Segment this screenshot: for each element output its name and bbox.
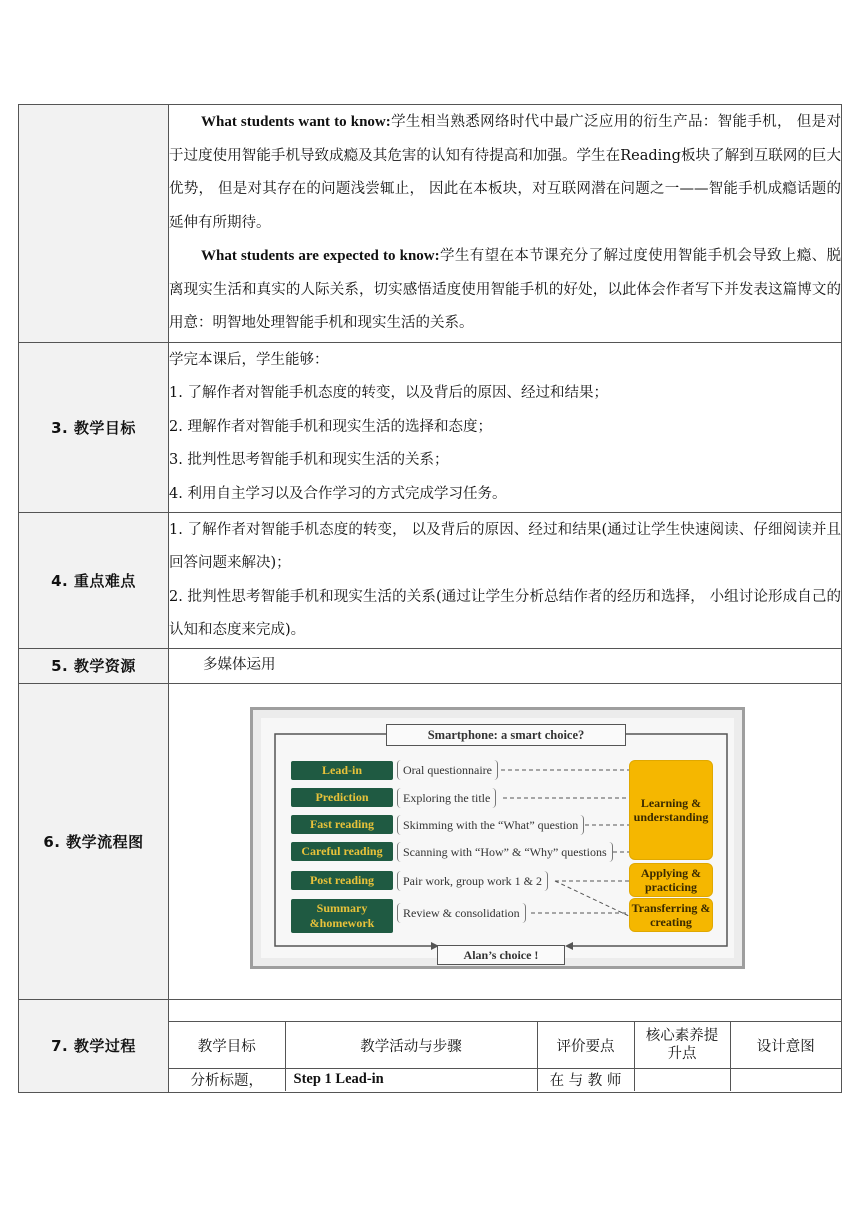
students-needs-label-cell — [19, 105, 169, 343]
stage-careful-reading: Careful reading — [291, 842, 393, 861]
process-spacer-row — [169, 1000, 841, 1022]
objective-item: 1. 了解作者对智能手机态度的转变，以及背后的原因、经过和结果； — [169, 385, 608, 401]
activity-exploring-title: Exploring the title — [397, 788, 496, 808]
activity-oral-questionnaire: Oral questionnaire — [397, 760, 498, 780]
want-to-know-text: 学生相当熟悉网络时代中最广泛应用的衍生产品：智能手机， 但是对于过度使用智能手机导致成瘾及其危害的认知有待提高和加强。学生在Reading板块了解到互联网的巨大优势， 但是对其存在的问题浅尝辄止， 因此在本板块，对互联网潜在问题之一——智能手机成瘾话题的延伸有所期待。 — [169, 114, 841, 231]
process-header-row — [169, 1022, 841, 1069]
goal-applying-practicing: Applying & practicing — [629, 863, 713, 897]
process-first-row — [169, 1069, 841, 1091]
cell-evaluation: 在 与 教 师 — [537, 1069, 634, 1091]
cell-competency — [634, 1069, 730, 1091]
activity-review: Review & consolidation — [397, 903, 526, 923]
stage-fast-reading: Fast reading — [291, 815, 393, 834]
cell-goal: 分析标题， — [169, 1069, 285, 1091]
header-intent: 设计意图 — [730, 1022, 841, 1069]
stage-summary-homework: Summary &homework — [291, 899, 393, 933]
process-cell — [169, 999, 842, 1092]
stage-post-reading: Post reading — [291, 871, 393, 890]
activity-skimming: Skimming with the “What” question — [397, 815, 584, 835]
activity-scanning: Scanning with “How” & “Why” questions — [397, 842, 613, 862]
goal-learning-understanding: Learning & understanding — [629, 760, 713, 860]
expected-to-know-heading: What students are expected to know: — [201, 248, 440, 265]
objectives-row — [19, 343, 842, 513]
process-row — [19, 999, 842, 1092]
flowchart-canvas — [261, 718, 734, 962]
flowchart-image — [250, 707, 745, 969]
process-table — [169, 1000, 841, 1091]
students-needs-row — [19, 105, 842, 343]
expected-to-know-paragraph — [169, 240, 841, 341]
header-competency: 核心素养提升点 — [634, 1022, 730, 1069]
objectives-label: 3. 教学目标 — [19, 343, 169, 513]
flowchart-label: 6. 教学流程图 — [19, 683, 169, 999]
objective-item: 4. 利用自主学习以及合作学习的方式完成学习任务。 — [169, 485, 507, 502]
process-label: 7. 教学过程 — [19, 999, 169, 1092]
flowchart-ending: Alan’s choice ! — [437, 945, 565, 965]
keypoint-item: 2. 批判性思考智能手机和现实生活的关系(通过让学生分析总结作者的经历和选择， 小组讨论形成自己的认知和态度来完成)。 — [169, 588, 841, 638]
keypoints-label: 4. 重点难点 — [19, 513, 169, 649]
header-goal: 教学目标 — [169, 1022, 285, 1069]
want-to-know-paragraph — [169, 106, 841, 240]
keypoint-item: 1. 了解作者对智能手机态度的转变， 以及背后的原因、经过和结果(通过让学生快速阅读、仔细阅读并且回答问题来解决)； — [169, 521, 841, 571]
resources-content — [169, 649, 842, 684]
objectives-content — [169, 343, 842, 513]
resources-value: 多媒体运用 — [203, 657, 276, 673]
header-activity: 教学活动与步骤 — [285, 1022, 537, 1069]
activity-pair-group-work: Pair work, group work 1 & 2 — [397, 871, 548, 891]
objectives-intro: 学完本课后，学生能够： — [169, 352, 329, 368]
flowchart-title: Smartphone: a smart choice? — [386, 724, 626, 746]
cell-activity: Step 1 Lead-in — [285, 1069, 537, 1091]
resources-label: 5. 教学资源 — [19, 649, 169, 684]
keypoints-content — [169, 513, 842, 649]
stage-lead-in: Lead-in — [291, 761, 393, 780]
expected-to-know-text: 学生有望在本节课充分了解过度使用智能手机会导致上瘾、脱离现实生活和真实的人际关系，切实感悟适度使用智能手机的好处，以此体会作者写下并发表这篇博文的用意：明智地处理智能手机和现实生活的关系。 — [169, 248, 841, 332]
process-spacer — [169, 1000, 841, 1022]
objective-item: 3. 批判性思考智能手机和现实生活的关系； — [169, 452, 449, 468]
students-needs-content — [169, 105, 842, 343]
goal-transferring-creating: Transferring & creating — [629, 898, 713, 932]
stage-prediction: Prediction — [291, 788, 393, 807]
want-to-know-heading: What students want to know: — [201, 114, 391, 131]
header-evaluation: 评价要点 — [537, 1022, 634, 1069]
cell-intent — [730, 1069, 841, 1091]
keypoints-row — [19, 513, 842, 649]
objective-item: 2. 理解作者对智能手机和现实生活的选择和态度； — [169, 418, 492, 435]
resources-row — [19, 649, 842, 684]
